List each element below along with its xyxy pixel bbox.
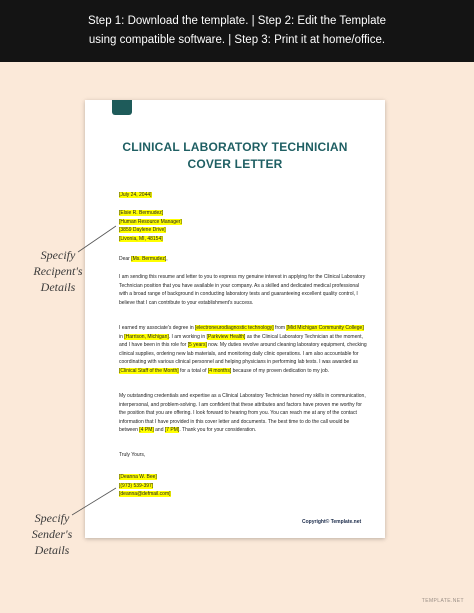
label-line: Specify bbox=[34, 511, 70, 525]
banner-line-1: Step 1: Download the template. | Step 2: Edit the Template bbox=[87, 15, 387, 27]
college-field[interactable]: [Mid Michigan Community College] bbox=[286, 325, 364, 331]
recipient-pointer-line bbox=[78, 226, 116, 252]
sender-pointer-line bbox=[72, 488, 116, 515]
degree-field[interactable]: [electroneurodiagnostic technology] bbox=[195, 325, 274, 331]
label-line: Sender's bbox=[31, 527, 73, 541]
p2-text: . I am working in bbox=[168, 333, 207, 340]
sender-email-field[interactable]: [deanna@defmail.com] bbox=[119, 491, 171, 498]
salutation-prefix: Dear bbox=[119, 256, 132, 262]
copyright-label: Copyright bbox=[302, 519, 326, 525]
call-end-field[interactable]: [7 PM] bbox=[164, 427, 180, 434]
copyright-site: Template.net bbox=[330, 519, 362, 525]
recipient-city-field[interactable]: [Livonia, MI, 48154] bbox=[119, 235, 163, 242]
p2-text: for a total of bbox=[178, 367, 208, 374]
p2-text: as the Clinical Laboratory Technician at the moment, and I have been in this role for bbox=[119, 333, 363, 349]
p2-text: from bbox=[273, 325, 287, 331]
years-field[interactable]: [5 years] bbox=[187, 342, 207, 349]
recipient-name-field[interactable]: [Elsie R. Bermudez] bbox=[119, 210, 164, 216]
p2-text: in bbox=[119, 333, 125, 340]
salutation-suffix: , bbox=[166, 256, 168, 262]
document-title-line-1: CLINICAL LABORATORY TECHNICIAN bbox=[122, 140, 348, 154]
p2-text: now. My duties revolve around cleaning laboratory equipment, checking clinical supplies, ordering new lab materials, and monitoring daily clinic operations. I am also accountable for coordinating with various clinical personnel and helping physicians in performing lab tests. I was awarded as bbox=[119, 342, 367, 366]
label-line: Specify bbox=[40, 248, 76, 262]
p3-text: My outstanding credentials and expertise as a Clinical Laboratory Technician honed my skills in communication, interpersonal, and problem-solving. I am confident that these attributes and factors have proven me worthy for the position that you are offering. I look forward to hearing from you. You can reach me at any of the contact information that I have provided in this cover letter and documents. The best time to do the call would be between bbox=[119, 393, 366, 434]
recipient-street-field[interactable]: [3859 Daylene Drive] bbox=[119, 227, 166, 234]
p3-text: and bbox=[153, 427, 165, 434]
label-line: Details bbox=[34, 543, 70, 557]
sender-phone-field[interactable]: [(973) 539-397] bbox=[119, 482, 154, 489]
award-field[interactable]: [Clinical Staff of the Month] bbox=[119, 367, 179, 374]
employer-field[interactable]: [Parkview Health] bbox=[206, 333, 246, 340]
call-start-field[interactable]: [4 PM] bbox=[139, 427, 154, 434]
document-title-line-2: COVER LETTER bbox=[187, 157, 283, 171]
paragraph-1: I am sending this resume and letter to you to express my genuine interest in applying for the Clinical Laboratory Technician position that you have available in your company. As a skilled and dedicated medical professional with a broad range of background in conducting laboratory tests and guaranteeing excellent quality control, I believe that I can contribute to your establishment's success. bbox=[119, 274, 366, 306]
p2-text: I earned my associate's degree in bbox=[119, 325, 195, 331]
salutation-name-field[interactable]: [Ms. Bermudez] bbox=[131, 256, 167, 262]
copyright-symbol: © bbox=[325, 519, 330, 525]
months-field[interactable]: [4 months] bbox=[207, 367, 232, 374]
banner-line-2: using compatible software. | Step 3: Print it at home/office. bbox=[88, 34, 386, 46]
date-field[interactable]: [July 24, 2044] bbox=[119, 192, 152, 198]
p3-text: . Thank you for your consideration. bbox=[179, 427, 257, 434]
recipient-position-field[interactable]: [Human Resource Manager] bbox=[119, 218, 182, 225]
closing: Truly Yours, bbox=[119, 452, 146, 458]
sender-name-field[interactable]: [Deanna W. Bee] bbox=[119, 474, 157, 480]
location-field[interactable]: [Harrison, Michigan] bbox=[124, 333, 169, 340]
p2-text: because of my proven dedication to my job. bbox=[231, 367, 330, 374]
label-line: Details bbox=[40, 280, 76, 294]
label-line: Recipent's bbox=[33, 264, 83, 278]
footer-brand-logo: TEMPLATE.NET bbox=[421, 598, 464, 604]
